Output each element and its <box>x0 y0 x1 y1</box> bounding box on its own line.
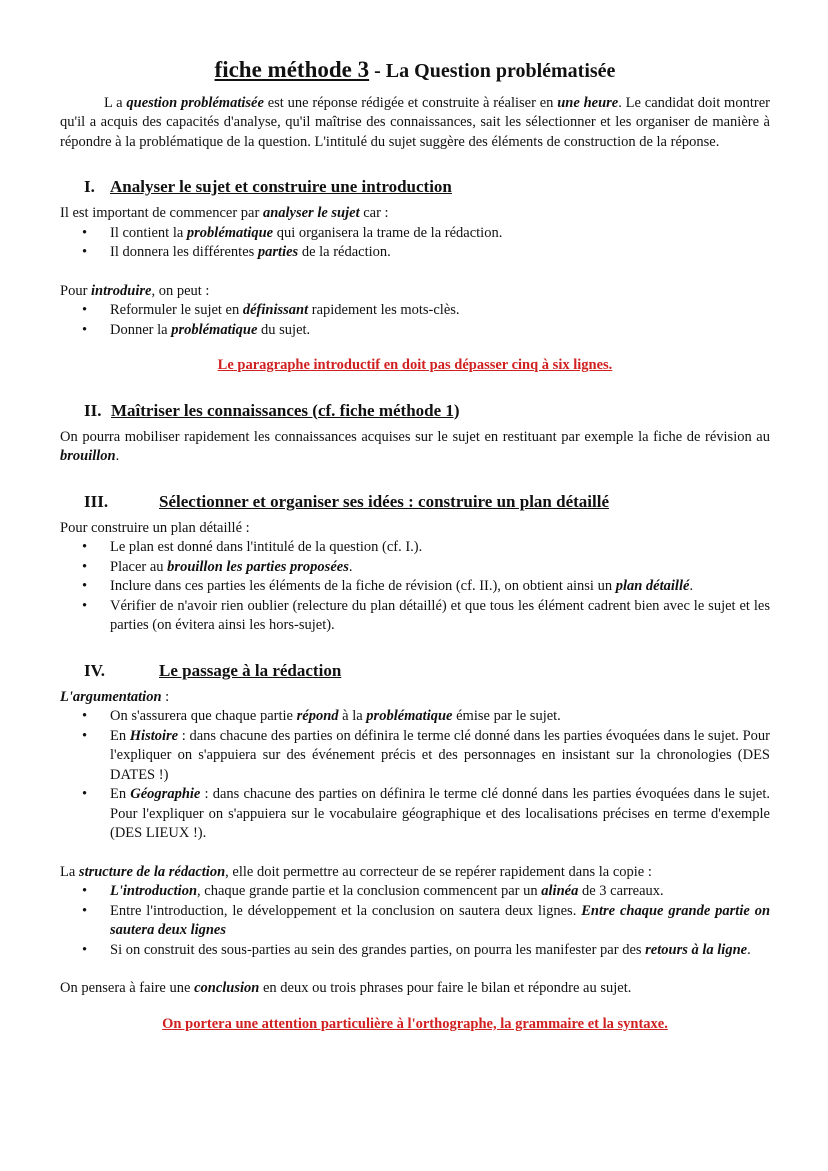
list-item: • Placer au brouillon les parties proposées. <box>82 558 770 578</box>
section-1-lead-introduire: Pour introduire, on peut : <box>60 282 210 299</box>
section-2-heading: II. Maîtriser les connaissances (cf. fiche méthode 1) <box>84 400 460 420</box>
section-1-list-analyse <box>60 224 770 263</box>
list-item: • Reformuler le sujet en définissant rapidement les mots-clès. <box>82 301 770 321</box>
section-4-conclusion: On pensera à faire une conclusion en deux ou trois phrases pour faire le bilan et répondre au sujet. <box>60 980 632 996</box>
list-item: • Vérifier de n'avoir rien oublier (relecture du plan détaillé) et que tous les élément cadrent bien avec le sujet et les parties (on évitera ainsi les hors-sujet). <box>82 597 770 636</box>
list-item: • Inclure dans ces parties les éléments de la fiche de révision (cf. II.), on obtient ainsi un plan détaillé. <box>82 577 770 597</box>
title-separator: - <box>369 60 386 82</box>
section-2-paragraph: On pourra mobiliser rapidement les connaissances acquises sur le sujet en restituant par exemple la fiche de révision au brouillon. <box>60 428 770 464</box>
list-item: • En Géographie : dans chacune des parties on définira le terme clé donné dans les parties évoquées dans le sujet. Pour l'expliquer on s'appuiera sur le vocabulaire géographique et des localisations précises en terme d'exemple (DES LIEUX !). <box>82 785 770 844</box>
list-item: • L'introduction, chaque grande partie et la conclusion commencent par un alinéa de 3 carreaux. <box>82 882 770 902</box>
section-4-red-note: On portera une attention particulière à l'orthographe, la grammaire et la syntaxe. <box>162 1015 668 1032</box>
section-4-structure-lead: La structure de la rédaction, elle doit permettre au correcteur de se repérer rapidement dans la copie : <box>60 863 652 880</box>
section-1-heading: I. Analyser le sujet et construire une introduction <box>84 177 452 196</box>
intro-paragraph: L a question problématisée est une réponse rédigée et construite à réaliser en une heure. Le candidat doit montrer qu'il a acquis des capacités d'analyse, qu'il maîtrise des connaissances, sait les sélectionner et les organiser de manière à répondre à la problématique de la question. L'intitulé du sujet suggère des éléments de construction de la réponse. <box>60 94 770 150</box>
section-1-red-note: Le paragraphe introductif en doit pas dépasser cinq à six lignes. <box>217 357 613 373</box>
list-item: • Donner la problématique du sujet. <box>82 321 770 341</box>
page-title <box>60 57 770 84</box>
list-item: • Si on construit des sous-parties au sein des grandes parties, on pourra les manifester par des retours à la ligne. <box>82 941 770 961</box>
list-item: • Le plan est donné dans l'intitulé de la question (cf. I.). <box>82 538 770 558</box>
list-item: • Entre l'introduction, le développement et la conclusion on sautera deux lignes. Entre chaque grande partie on sautera deux lignes <box>82 902 770 941</box>
section-4-argumentation-lead: L'argumentation : <box>60 688 170 705</box>
list-item: • Il donnera les différentes parties de la rédaction. <box>82 243 770 263</box>
section-4-structure-list <box>60 882 770 960</box>
section-3-list <box>60 538 770 636</box>
title-main: fiche méthode 3 <box>214 57 370 82</box>
section-3-heading: III. Sélectionner et organiser ses idées : construire un plan détaillé <box>84 491 609 511</box>
section-1-list-introduire <box>60 301 770 340</box>
section-4-heading: IV. Le passage à la rédaction <box>84 660 342 680</box>
list-item: • En Histoire : dans chacune des parties on définira le terme clé donné dans les parties évoquées dans le sujet. Pour l'expliquer on s'appuiera sur des événement précis et des personnages en insistant sur la chronologies (DES DATES !) <box>82 727 770 786</box>
section-1-lead: Il est important de commencer par analyser le sujet car : <box>60 205 389 221</box>
list-item: • On s'assurera que chaque partie répond à la problématique émise par le sujet. <box>82 707 770 727</box>
title-subtitle: La Question problématisée <box>385 60 616 82</box>
list-item: • Il contient la problématique qui organisera la trame de la rédaction. <box>82 224 770 244</box>
section-4-argumentation-list <box>60 707 770 844</box>
section-3-lead: Pour construire un plan détaillé : <box>60 519 250 536</box>
